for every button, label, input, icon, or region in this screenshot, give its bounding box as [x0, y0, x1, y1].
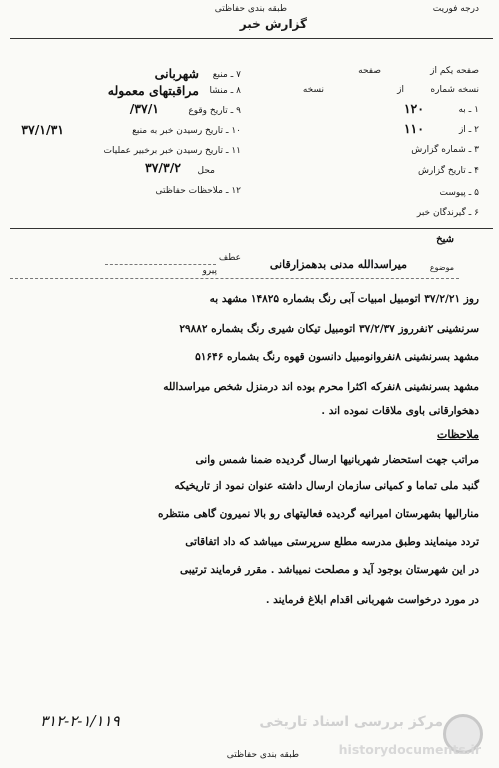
source-value: شهربانی — [154, 66, 199, 81]
from-label: ۲ ـ از — [458, 125, 479, 135]
place-value: ۳۷/۳/۲ — [145, 160, 181, 175]
remarks-line: تردد مینمایند وطبق مدرسه مطلع سرپرستی میباشد که داد اتفاقاتی — [185, 536, 479, 548]
remarks-line: گنبد ملی تماما و کمیانی سازمان ارسال داشته عنوان نمود از تاریخیکه — [174, 480, 479, 492]
event-date-label: ۹ ـ تاریخ وقوع — [188, 106, 241, 116]
atf-label: عطف — [218, 253, 241, 263]
origin-value: مراقبتهای معموله — [107, 83, 199, 98]
remarks-line: مراتب جهت استحضار شهربانیها ارسال گردیده ضمنا شمس وانی — [195, 454, 479, 466]
classification-bottom: طبقه بندی حفاظتی — [226, 750, 299, 760]
meta-divider — [10, 228, 493, 229]
report-title: گزارش خبر — [239, 17, 307, 31]
stamp-number: ۳۱۲-۲-۱/۱۱۹ — [40, 712, 120, 730]
classification-top: طبقه بندی حفاظتی — [214, 4, 287, 14]
page-label: صفحه یکم از — [430, 66, 479, 76]
watermark-url: historydocuments.ir — [338, 742, 481, 757]
subject-value: میراسدالله مدنی بدهمزارقانی — [269, 258, 407, 271]
source-label: ۷ ـ منبع — [212, 70, 241, 80]
peyro-label: پیرو — [202, 266, 217, 276]
body-line: مشهد بسرنشینی ۸نفروانومبیل دانسون قهوه رنگ بشماره ۵۱۶۴۶ — [195, 351, 479, 363]
notes-label: ۱۲ ـ ملاحظات حفاظتی — [155, 186, 241, 196]
to-value: ۱۲۰ — [403, 101, 424, 116]
receipt-ops-label: ۱۱ ـ تاریخ رسیدن خبر برخبیر عملیات — [103, 146, 241, 156]
copy-from: از — [397, 85, 404, 95]
remarks-line: در مورد درخواست شهربانی اقدام ابلاغ فرمایند . — [265, 594, 479, 606]
body-line: سرنشینی ۲نفرروز ۳۷/۲/۳۷ اتومبیل تیکان شیری رنگ بشماره ۲۹۸۸۲ — [179, 323, 479, 335]
event-date-value: ۳۷/۱/ — [129, 101, 159, 116]
receipt-source-label: ۱۰ ـ تاریخ رسیدن خبر به منبع — [132, 126, 241, 136]
from-value: ۱۱۰ — [403, 121, 424, 136]
atf-line — [105, 264, 216, 265]
subject-underline — [10, 278, 459, 279]
body-line: روز ۳۷/۲/۲۱ اتومبیل امبیات آبی رنگ بشماره ۱۴۸۲۵ مشهد به — [209, 293, 479, 305]
attachment-label: ۵ ـ پیوست — [439, 188, 479, 198]
report-date-label: ۴ ـ تاریخ گزارش — [417, 166, 479, 176]
remarks-title: ملاحظات — [437, 428, 479, 441]
receipt-source-value: ۳۷/۱/۳۱ — [21, 122, 64, 137]
subject-label: موضوع — [429, 263, 454, 272]
to-label: ۱ ـ به — [458, 105, 479, 115]
watermark-title: مرکز بررسی اسناد تاریخی — [259, 714, 443, 730]
page-suffix: صفحه — [358, 66, 381, 76]
copy-suffix: نسخه — [302, 85, 324, 95]
place-label: محل — [197, 166, 215, 176]
origin-label: ۸ ـ منشا — [209, 86, 241, 96]
remarks-line: منارالیها بشهرستان امیرانیه گردیده فعالیتهای رو بالا نمیرون گاهی منتظره — [157, 508, 479, 520]
recipients-label: ۶ ـ گیرندگان خبر — [416, 208, 479, 218]
remarks-line: در این شهرستان بوجود آید و مصلحت نمیباشد . مقرر فرمایند ترتیبی — [179, 564, 479, 576]
header-divider — [10, 38, 493, 39]
report-no-label: ۳ ـ شماره گزارش — [411, 145, 479, 155]
priority-label: درجه فوریت — [432, 4, 479, 14]
subject-heading: شیخ — [436, 234, 454, 245]
body-line: دهخوارقانی باوی ملاقات نموده اند . — [321, 405, 479, 417]
copy-label: نسخه شماره — [430, 85, 479, 95]
body-line: مشهد بسرنشینی ۸نفرکه اکثرا محرم بوده اند درمنزل شخص میراسدالله — [163, 381, 479, 393]
